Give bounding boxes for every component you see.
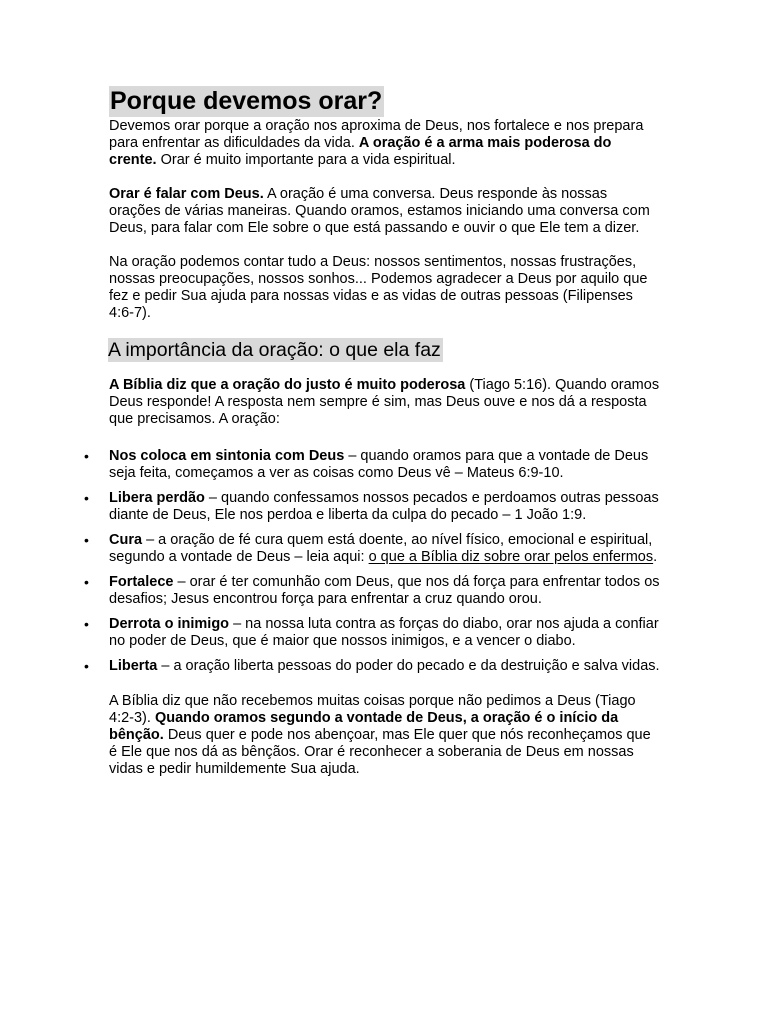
bullet-icon: •	[84, 616, 89, 632]
list-item-title: Fortalece	[109, 574, 174, 590]
document-body	[84, 86, 661, 778]
list-item-text: – orar é ter comunhão com Deus, que nos dá força para enfrentar todos os desafios; Jesus encontrou força para enfrentar a cruz quando orou.	[109, 574, 660, 607]
list-item-text: – a oração liberta pessoas do poder do pecado e da destruição e salva vidas.	[157, 658, 660, 674]
paragraph-intro	[109, 118, 661, 169]
list-item	[84, 658, 661, 675]
list-item-text: – na nossa luta contra as forças do diabo, orar nos ajuda a confiar no poder de Deus, que é maior que nossos inimigos, e a vencer o diabo.	[109, 616, 659, 649]
list-item-text-end: .	[653, 549, 658, 565]
bullet-icon: •	[84, 490, 89, 506]
section-heading-wrap	[109, 338, 661, 362]
list-item-text: – quando confessamos nossos pecados e perdoamos outras pessoas diante de Deus, Ele nos perdoa e liberta da culpa do pecado – 1 João 1:9.	[109, 490, 659, 523]
list-item-title: Nos coloca em sintonia com Deus	[109, 448, 345, 464]
bullet-icon: •	[84, 658, 89, 674]
list-item	[84, 616, 661, 650]
list-item-title: Cura	[109, 532, 143, 548]
bullet-icon: •	[84, 448, 89, 464]
section-heading: A importância da oração: o que ela faz	[108, 339, 441, 361]
bible-text: (Tiago 5:16). Quando oramos Deus responde! A resposta nem sempre é sim, mas Deus ouve e nos dá a resposta que precisamos. A oração:	[109, 377, 660, 427]
list-item	[84, 448, 661, 482]
list-item	[84, 574, 661, 608]
list-item-title: Libera perdão	[109, 490, 205, 506]
list-item-text: – quando oramos para que a vontade de Deus seja feita, começamos a ver as coisas como Deus vê – Mateus 6:9-10.	[109, 448, 649, 481]
link-sick-prayer[interactable]: o que a Bíblia diz sobre orar pelos enfermos	[368, 549, 654, 565]
intro-text: Devemos orar porque a oração nos aproxima de Deus, nos fortalece e nos prepara para enfrentar as dificuldades da vida.	[109, 118, 644, 151]
intro-bold-text: A oração é a arma mais poderosa do crente.	[109, 135, 612, 168]
prayer-effects-list	[84, 448, 661, 675]
paragraph-tell-all: Na oração podemos contar tudo a Deus: nossos sentimentos, nossas frustrações, nossas preocupações, nossos sonhos... Podemos agradecer a Deus por aquilo que fez e pedir Sua ajuda para nossas vidas e as vidas de outras pessoas (Filipenses 4:6-7).	[109, 254, 648, 321]
list-item	[84, 490, 661, 524]
blessing-bold-text: Quando oramos segundo a vontade de Deus, a oração é o início da bênção.	[109, 710, 619, 743]
talk-text: A oração é uma conversa. Deus responde às nossas orações de várias maneiras. Quando oramos, estamos iniciando uma conversa com Deus, para falar com Ele sobre o que está passando e ouvir o que Ele tem a dizer.	[109, 186, 650, 236]
bible-bold-text: A Bíblia diz que a oração do justo é muito poderosa	[109, 377, 466, 393]
blessing-text: A Bíblia diz que não recebemos muitas coisas porque não pedimos a Deus (Tiago 4:2-3).	[109, 693, 636, 726]
bullet-icon: •	[84, 574, 89, 590]
blessing-text-end: Deus quer e pode nos abençoar, mas Ele quer que nós reconheçamos que é Ele que nos dá as bênçãos. Orar é reconhecer a soberania de Deus em nossas vidas e pedir humildemente Sua ajuda.	[109, 727, 651, 777]
paragraph-bible-says	[109, 377, 661, 428]
page-title: Porque devemos orar?	[110, 87, 383, 115]
paragraph-blessing	[109, 693, 661, 778]
list-item-title: Liberta	[109, 658, 158, 674]
paragraph-talk	[109, 186, 661, 237]
bullet-icon: •	[84, 532, 89, 548]
list-item-text: – a oração de fé cura quem está doente, ao nível físico, emocional e espiritual, segundo a vontade de Deus – leia aqui:	[109, 532, 653, 565]
list-item-title: Derrota o inimigo	[109, 616, 230, 632]
intro-text-end: Orar é muito importante para a vida espiritual.	[156, 152, 456, 168]
list-item	[84, 532, 661, 566]
talk-bold-text: Orar é falar com Deus.	[109, 186, 264, 202]
